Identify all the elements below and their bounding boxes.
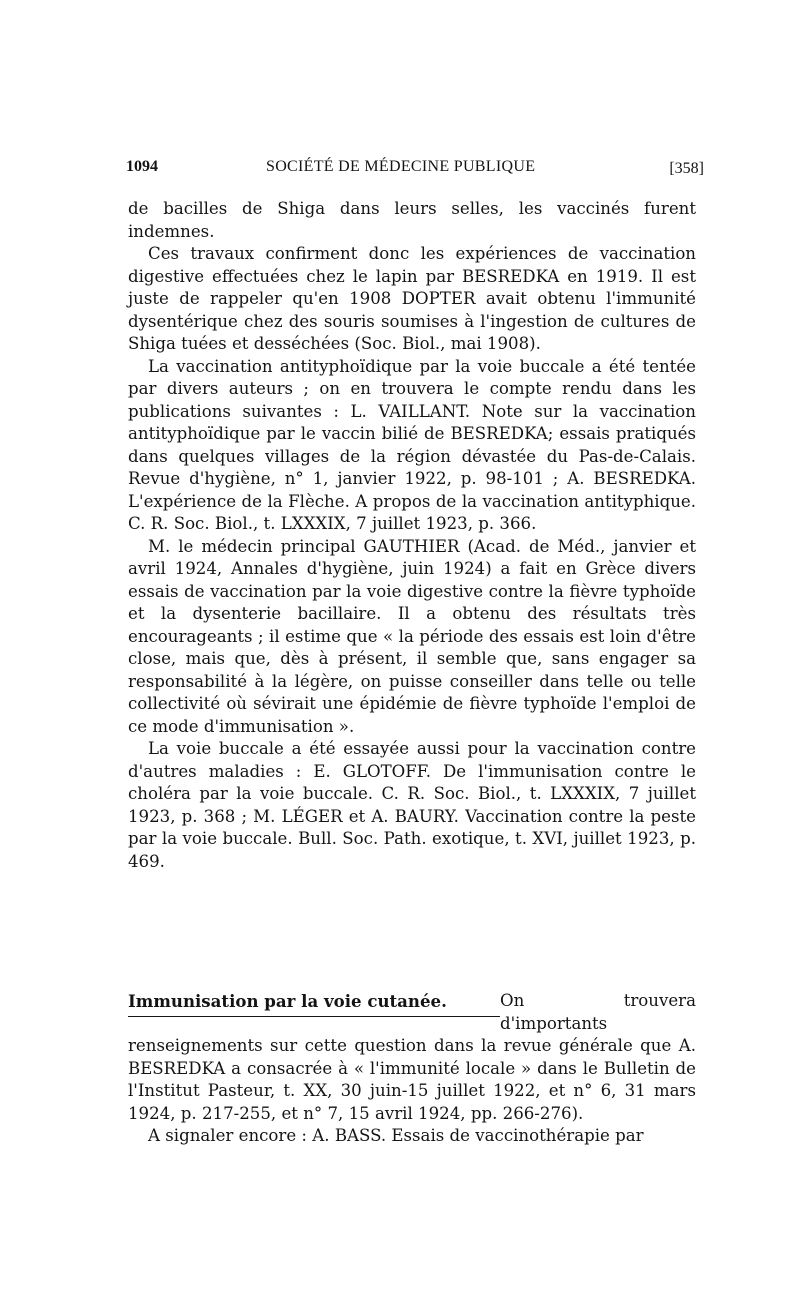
section-paragraph-next: A signaler encore : A. BASS. Essais de vaccinothérapie par bbox=[148, 1126, 644, 1145]
paragraph-2: Ces travaux confirment donc les expériences de vaccination digestive effectuées chez le lapin par BESREDKA en 1919. Il est juste de rappeler qu'en 1908 DOPTER avait obtenu l'immunité dysentérique chez des souris soumises à l'ingestion de cultures de Shiga tuées et desséchées (Soc. Biol., mai 1908). bbox=[128, 244, 696, 353]
paragraph-4: M. le médecin principal GAUTHIER (Acad. de Méd., janvier et avril 1924, Annales d'hygiène, juin 1924) a fait en Grèce divers essais de vaccination par la voie digestive contre la fièvre typhoïde et la dysenterie bacillaire. Il a obtenu des résultats très encourageants ; il estime que « la période des essais est loin d'être close, mais que, dès à présent, il semble que, sans engager sa responsabilité à la légère, on puisse conseiller dans telle ou telle collectivité où sévirait une épidémie de fièvre typhoïde l'emploi de ce mode d'immunisation ». bbox=[128, 536, 696, 736]
running-title: SOCIÉTÉ DE MÉDECINE PUBLIQUE bbox=[266, 158, 536, 175]
heading-rule bbox=[128, 1016, 500, 1017]
paragraph-1: de bacilles de Shiga dans leurs selles, les vaccinés furent indemnes. bbox=[128, 199, 696, 241]
section-heading-block bbox=[128, 990, 500, 1017]
body-text bbox=[128, 198, 696, 873]
section-paragraph: On trouvera d'importants renseignements sur cette question dans la revue générale que A. BESREDKA a consacrée à « l'immunité locale » dans le Bulletin de l'Institut Pasteur, t. XX, 30 juin-15 juillet 1922, et n° 6, 31 mars 1924, p. 217-255, et n° 7, 15 avril 1924, pp. 266-276). bbox=[128, 991, 696, 1123]
page-number: 1094 bbox=[126, 158, 158, 175]
paragraph-5: La voie buccale a été essayée aussi pour la vaccination contre d'autres maladies : E. GLOTOFF. De l'immunisation contre le choléra par la voie buccale. C. R. Soc. Biol., t. LXXXIX, 7 juillet 1923, p. 368 ; M. LÉGER et A. BAURY. Vaccination contre la peste par la voie buccale. Bull. Soc. Path. exotique, t. XVI, juillet 1923, p. 469. bbox=[128, 739, 696, 871]
page-reference: [358] bbox=[669, 160, 704, 177]
page-header bbox=[126, 158, 704, 184]
section-heading: Immunisation par la voie cutanée. bbox=[128, 991, 447, 1011]
section-cutaneous bbox=[128, 990, 696, 1148]
paragraph-3: La vaccination antityphoïdique par la voie buccale a été tentée par divers auteurs ; on en trouvera le compte rendu dans les publications suivantes : L. VAILLANT. Note sur la vaccination antityphoïdique par le vaccin bilié de BESREDKA; essais pratiqués dans quelques villages de la région dévastée du Pas-de-Calais. Revue d'hygiène, n° 1, janvier 1922, p. 98-101 ; A. BESREDKA. L'expérience de la Flèche. A propos de la vaccination antityphique. C. R. Soc. Biol., t. LXXXIX, 7 juillet 1923, p. 366. bbox=[128, 356, 696, 533]
